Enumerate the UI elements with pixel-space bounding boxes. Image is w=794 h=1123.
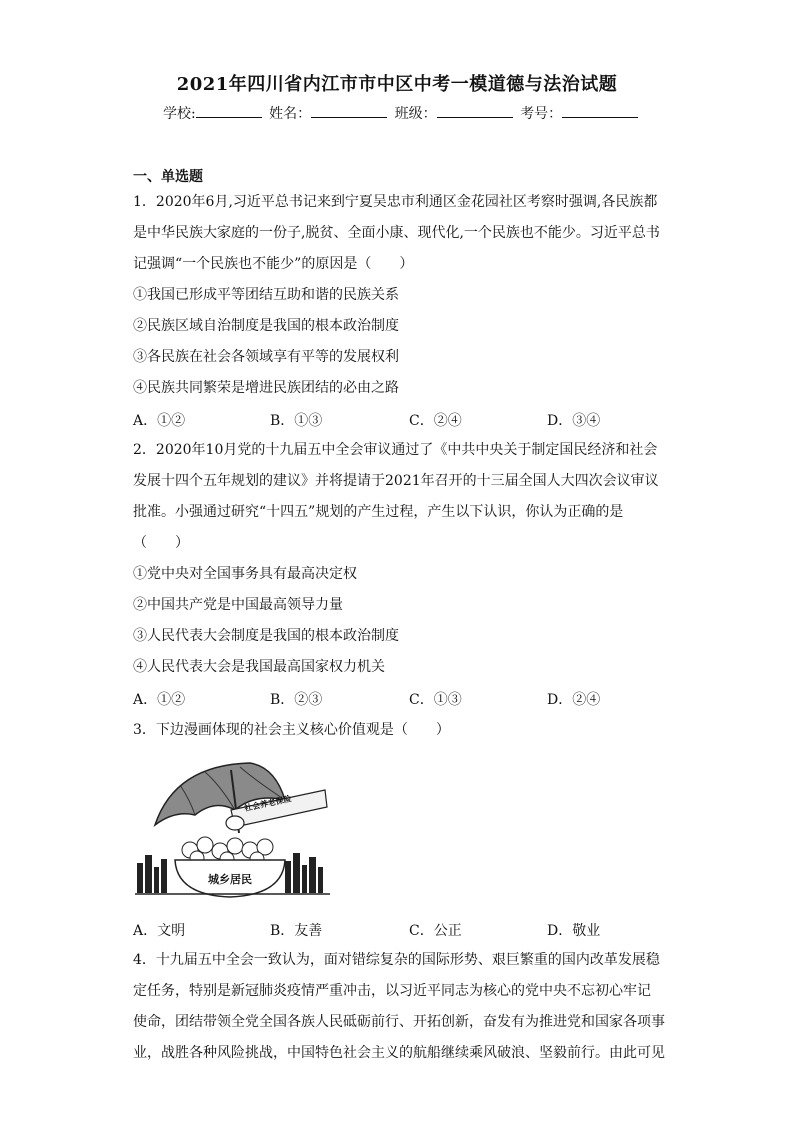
page-title: 2021年四川省内江市市中区中考一模道德与法治试题 — [176, 74, 618, 95]
q1-statement: ④民族共同繁荣是增进民族团结的必由之路 — [133, 380, 399, 396]
q3-option-d[interactable]: D．敬业 — [547, 923, 601, 939]
q1-line: 1．2020年6月,习近平总书记来到宁夏吴忠市利通区金花园社区考察时强调,各民族都 — [133, 194, 658, 210]
name-blank[interactable] — [311, 103, 387, 118]
class-blank[interactable] — [437, 103, 513, 118]
q2-option-d[interactable]: D．②④ — [547, 692, 601, 708]
q4-line: 定任务，特别是新冠肺炎疫情严重冲击，以习近平同志为核心的党中央不忘初心牢记 — [133, 983, 651, 999]
q4-line: 业，战胜各种风险挑战，中国特色社会主义的航船继续乘风破浪、坚毅前行。由此可见 — [133, 1045, 665, 1061]
q1-statement: ①我国已形成平等团结互助和谐的民族关系 — [133, 287, 399, 303]
name-label: 姓名： — [269, 106, 312, 122]
q2-option-c[interactable]: C．①③ — [409, 692, 462, 708]
school-label: 学校: — [163, 106, 196, 122]
q1-option-c[interactable]: C．②④ — [409, 413, 462, 429]
q1-line: 记强调“一个民族也不能少”的原因是（ ） — [133, 256, 414, 272]
q1-option-a[interactable]: A．①② — [133, 413, 186, 429]
school-blank[interactable] — [196, 103, 262, 118]
hand-icon — [226, 816, 244, 830]
umbrella-label: 社会养老保险 — [243, 794, 293, 813]
q3-options — [133, 920, 673, 938]
bowl-label: 城乡居民 — [208, 873, 252, 886]
q2-options — [133, 689, 673, 707]
q2-option-b[interactable]: B．②③ — [270, 692, 323, 708]
q1-statement: ③各民族在社会各领域享有平等的发展权利 — [133, 349, 399, 365]
q1-options — [133, 410, 673, 428]
q2-statement: ②中国共产党是中国最高领导力量 — [133, 597, 343, 613]
q4-line: 使命，团结带领全党全国各族人民砥砺前行、开拓创新，奋发有为推进党和国家各项事 — [133, 1014, 665, 1030]
q3-option-a[interactable]: A．文明 — [133, 923, 186, 939]
q2-line: 发展十四个五年规划的建议》并将提请于2021年召开的十三届全国人大四次会议审议 — [133, 473, 659, 489]
q1-option-b[interactable]: B．①③ — [270, 413, 323, 429]
q1-option-d[interactable]: D．③④ — [547, 413, 601, 429]
q2-statement: ④人民代表大会是我国最高国家权力机关 — [133, 659, 385, 675]
q1-statement: ②民族区域自治制度是我国的根本政治制度 — [133, 318, 399, 334]
q2-option-a[interactable]: A．①② — [133, 692, 186, 708]
cartoon-image — [135, 755, 330, 900]
number-blank[interactable] — [562, 103, 638, 118]
class-label: 班级： — [394, 106, 437, 122]
student-info-row — [163, 103, 641, 123]
q3-line: 3．下边漫画体现的社会主义核心价值观是（ ） — [133, 722, 450, 738]
q2-statement: ①党中央对全国事务具有最高决定权 — [133, 566, 357, 582]
q2-statement: ③人民代表大会制度是我国的根本政治制度 — [133, 628, 399, 644]
q2-line: （ ） — [133, 535, 189, 551]
q3-option-c[interactable]: C．公正 — [409, 923, 462, 939]
q2-line: 2．2020年10月党的十九届五中全会审议通过了《中共中央关于制定国民经济和社会 — [133, 442, 658, 458]
q1-line: 是中华民族大家庭的一份子,脱贫、全面小康、现代化,一个民族也不能少。习近平总书 — [133, 225, 660, 241]
section-heading: 一、单选题 — [133, 169, 203, 185]
q3-option-b[interactable]: B．友善 — [270, 923, 323, 939]
number-label: 考号： — [520, 106, 563, 122]
q4-line: 4．十九届五中全会一致认为，面对错综复杂的国际形势、艰巨繁重的国内改革发展稳 — [133, 952, 660, 968]
q2-line: 批准。小强通过研究“十四五”规划的产生过程，产生以下认识，你认为正确的是 — [133, 504, 624, 520]
